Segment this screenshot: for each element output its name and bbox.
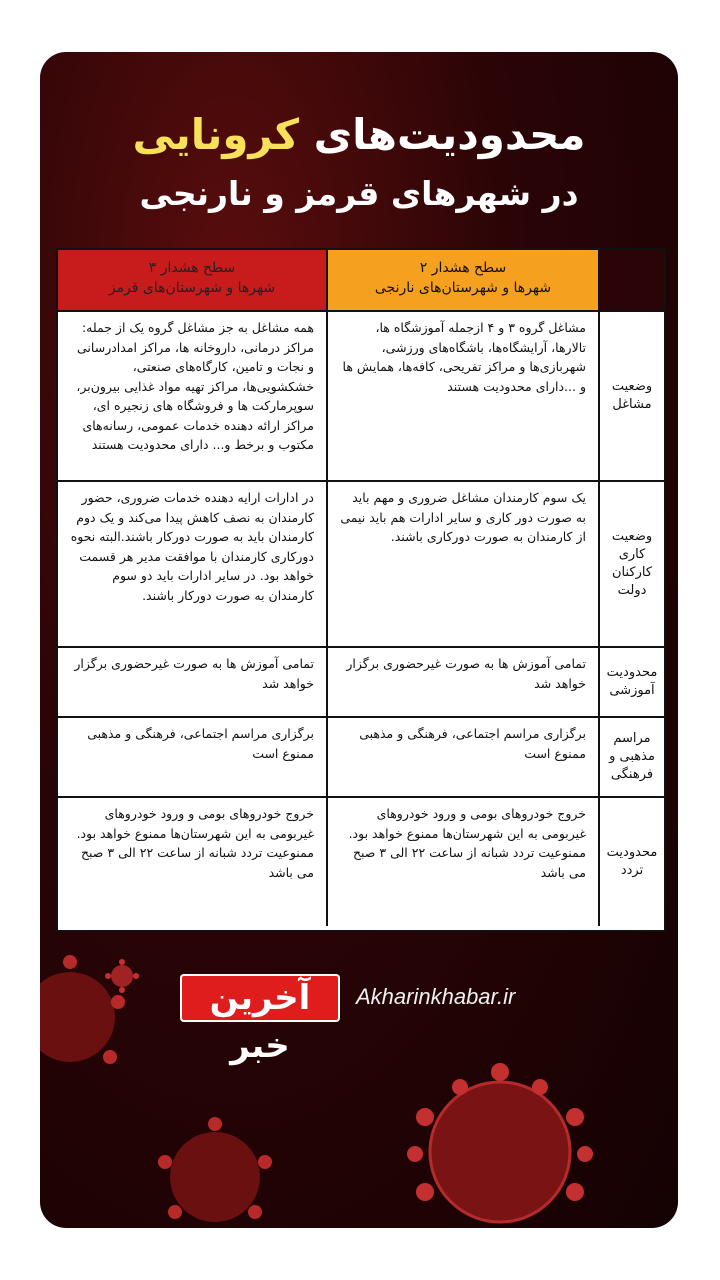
page-subtitle: در شهرهای قرمز و نارنجی	[139, 174, 579, 213]
table-row	[58, 716, 664, 796]
row-label: مراسم مذهبی و فرهنگی	[609, 731, 655, 782]
header-blank	[600, 250, 664, 310]
table-row	[58, 796, 664, 926]
cell-orange: برگزاری مراسم اجتماعی، فرهنگی و مذهبی ممنوع است	[328, 718, 600, 796]
cell-orange: خروج خودروهای بومی و ورود خودروهای غیربومی به این شهرستان‌ها ممنوع خواهد بود. ممنوعیت تردد شبانه از ساعت ۲۲ الی ۳ صبح می باشد	[328, 798, 600, 926]
brand-site[interactable]: Akharinkhabar.ir	[356, 984, 516, 1009]
infographic-card	[40, 52, 678, 1228]
cell-orange: یک سوم کارمندان مشاغل ضروری و مهم باید به صورت دور کاری و سایر ادارات هم باید نیمی از کارمندان به صورت دورکاری باشند.	[328, 482, 600, 646]
cell-orange: تمامی آموزش ها به صورت غیرحضوری برگزار خواهد شد	[328, 648, 600, 716]
restrictions-table	[56, 248, 666, 932]
table-row	[58, 310, 664, 480]
header-red-line2: شهرها و شهرستان‌های قرمز	[108, 280, 276, 296]
title-part: محدودیت‌های	[313, 110, 586, 159]
header-red-line1: سطح هشدار ۳	[148, 260, 236, 276]
cell-orange: مشاغل گروه ۳ و ۴ ازجمله آموزشگاه ها، تالارها، آرایشگاه‌ها، باشگاه‌های ورزشی، شهربازی‌ها و مراکز تفریحی، کافه‌ها، همایش ها و ...دارای محدودیت هستند	[328, 312, 600, 480]
page-title	[40, 110, 678, 159]
table-row	[58, 480, 664, 646]
row-label: وضعیت کاری کارکنان دولت	[611, 529, 653, 598]
header-red-level	[58, 250, 328, 310]
header-orange-line1: سطح هشدار ۲	[419, 260, 507, 276]
header-orange-line2: شهرها و شهرستان‌های نارنجی	[374, 280, 552, 296]
cell-red: در ادارات ارایه دهنده خدمات ضروری، حضور کارمندان به نصف کاهش پیدا می‌کند و یک دوم کارمندان باید به صورت دورکار باشند.البته نحوه دورکاری کارمندان با موافقت مدیر هر قسمت خواهد بود. در سایر ادارات باید دو سوم کارمندان به صورت دورکار باشند.	[58, 482, 328, 646]
cell-red: تمامی آموزش ها به صورت غیرحضوری برگزار خواهد شد	[58, 648, 328, 716]
coronavirus-icon	[140, 1102, 290, 1228]
row-label: وضعیت مشاغل	[611, 379, 653, 412]
row-label: محدودیت آموزشی	[606, 665, 658, 698]
cell-red: برگزاری مراسم اجتماعی، فرهنگی و مذهبی ممنوع است	[58, 718, 328, 796]
table-row	[58, 646, 664, 716]
coronavirus-icon	[370, 1042, 630, 1228]
cell-red: همه مشاغل به جز مشاغل گروه یک از جمله: مراکز درمانی، داروخانه ها، مراکز امدادرسانی و نجات و تامین، کارگاه‌های صنعتی، خشکشویی‌ها، مراکز تهیه مواد غذایی بیرون‌بر، سوپرمارکت ها و فروشگاه های زنجیره ای، مراکز ارائه دهنده خدمات عمومی، رسانه‌های مکتوب و برخط و... دارای محدودیت هستند	[58, 312, 328, 480]
title-highlight: کرونایی	[132, 110, 300, 159]
header-orange-level	[328, 250, 600, 310]
row-label: محدودیت تردد	[606, 845, 658, 878]
brand-logo: آخرین خبر	[180, 974, 340, 1022]
cell-red: خروج خودروهای بومی و ورود خودروهای غیربومی به این شهرستان‌ها ممنوع خواهد بود. ممنوعیت تردد شبانه از ساعت ۲۲ الی ۳ صبح می باشد	[58, 798, 328, 926]
coronavirus-icon	[104, 958, 140, 994]
